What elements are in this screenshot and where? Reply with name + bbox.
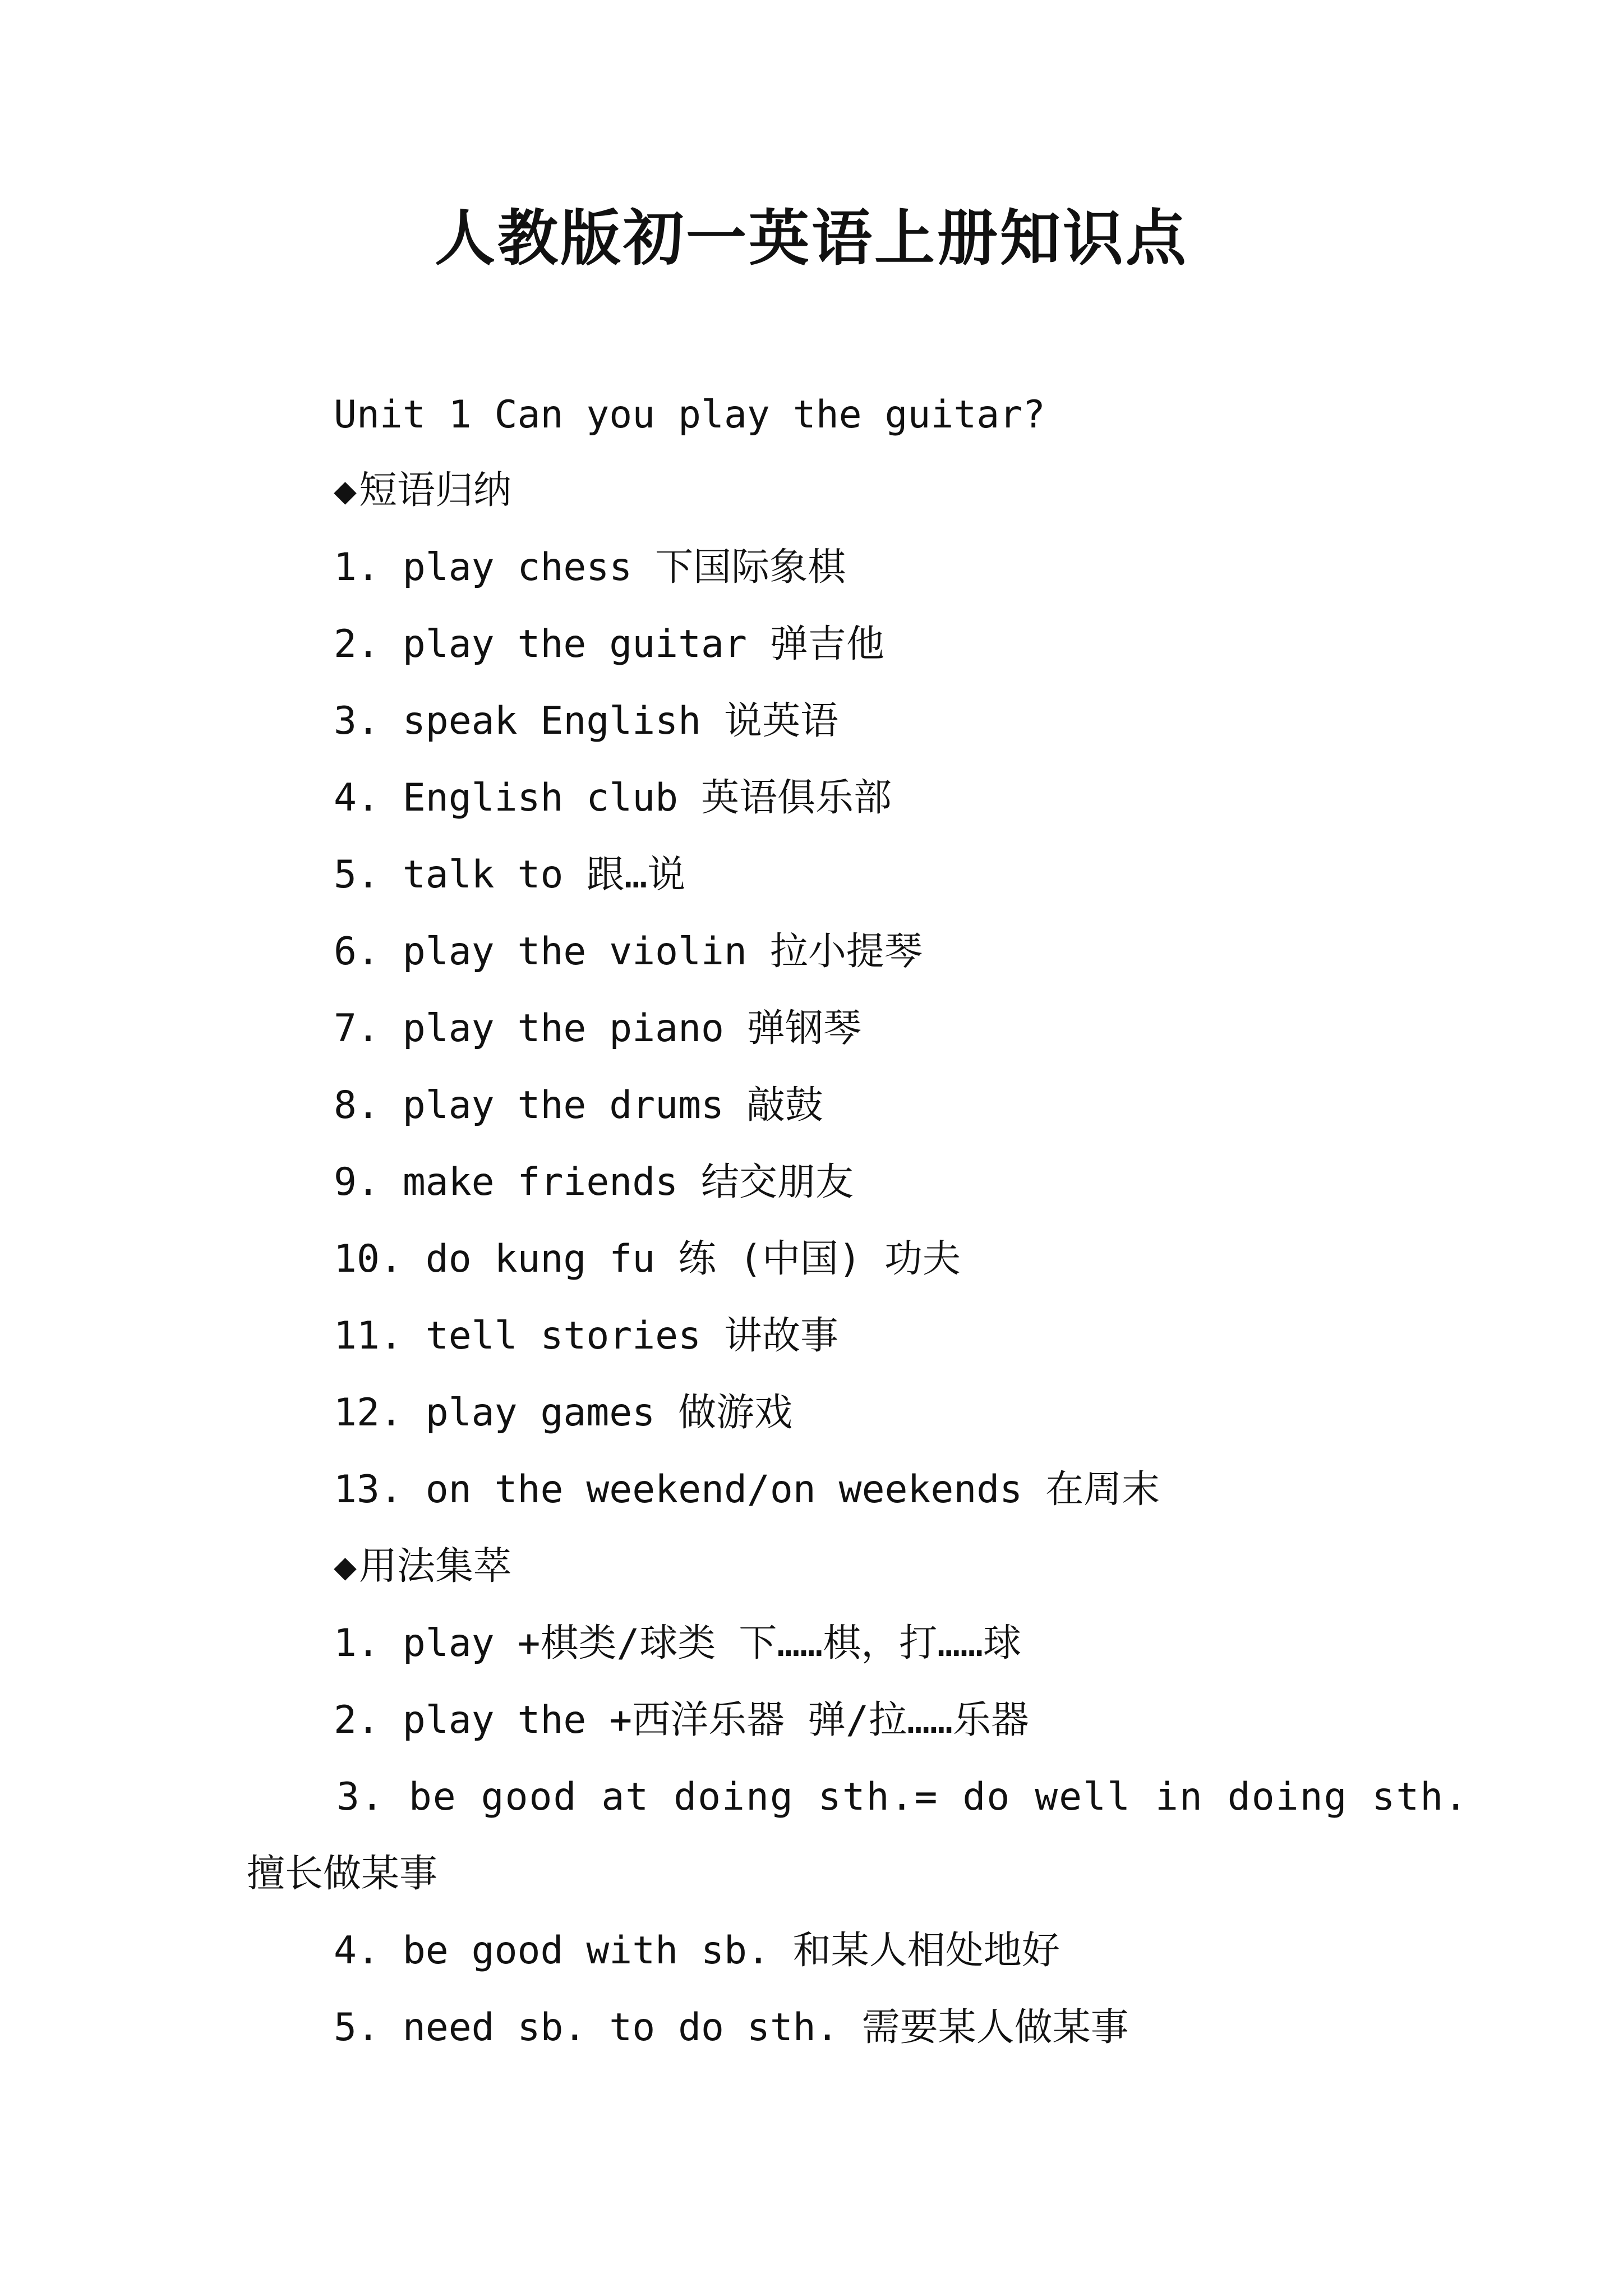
usage-item-continuation: 擅长做某事 <box>247 1852 438 1896</box>
phrase-item: 11. tell stories 讲故事 <box>334 1314 838 1358</box>
document-title: 人教版初一英语上册知识点 <box>434 203 1188 274</box>
phrase-item: 3. speak English 说英语 <box>334 699 838 743</box>
usage-item: 3. be good at doing sth.= do well in doing sth. <box>336 1775 1469 1819</box>
usage-heading-label: 用法集萃 <box>358 1544 511 1589</box>
phrase-item: 2. play the guitar 弹吉他 <box>334 622 884 666</box>
usage-item: 2. play the +西洋乐器 弹/拉……乐器 <box>334 1698 1029 1742</box>
unit-title: Unit 1 Can you play the guitar? <box>334 393 1046 437</box>
phrase-item: 13. on the weekend/on weekends 在周末 <box>334 1467 1160 1512</box>
phrase-item: 1. play chess 下国际象棋 <box>334 545 846 590</box>
phrase-item: 10. do kung fu 练 (中国) 功夫 <box>334 1237 961 1281</box>
usage-item: 5. need sb. to do sth. 需要某人做某事 <box>334 2005 1129 2050</box>
usage-item: 4. be good with sb. 和某人相处地好 <box>334 1929 1060 1973</box>
phrases-heading <box>334 463 511 519</box>
phrase-item: 6. play the violin 拉小提琴 <box>334 930 923 974</box>
phrase-item: 12. play games 做游戏 <box>334 1391 793 1435</box>
usage-heading <box>334 1539 511 1595</box>
phrase-item: 7. play the piano 弹钢琴 <box>334 1006 861 1051</box>
phrase-item: 5. talk to 跟…说 <box>334 853 686 897</box>
phrases-heading-label: 短语归纳 <box>358 468 511 513</box>
phrase-item: 9. make friends 结交朋友 <box>334 1160 854 1204</box>
phrase-item: 8. play the drums 敲鼓 <box>334 1083 823 1128</box>
usage-item: 1. play +棋类/球类 下……棋，打……球 <box>334 1621 1022 1665</box>
phrase-item: 4. English club 英语俱乐部 <box>334 776 892 820</box>
diamond-bullet-icon: ◆ <box>334 1544 357 1589</box>
diamond-bullet-icon: ◆ <box>334 468 357 513</box>
